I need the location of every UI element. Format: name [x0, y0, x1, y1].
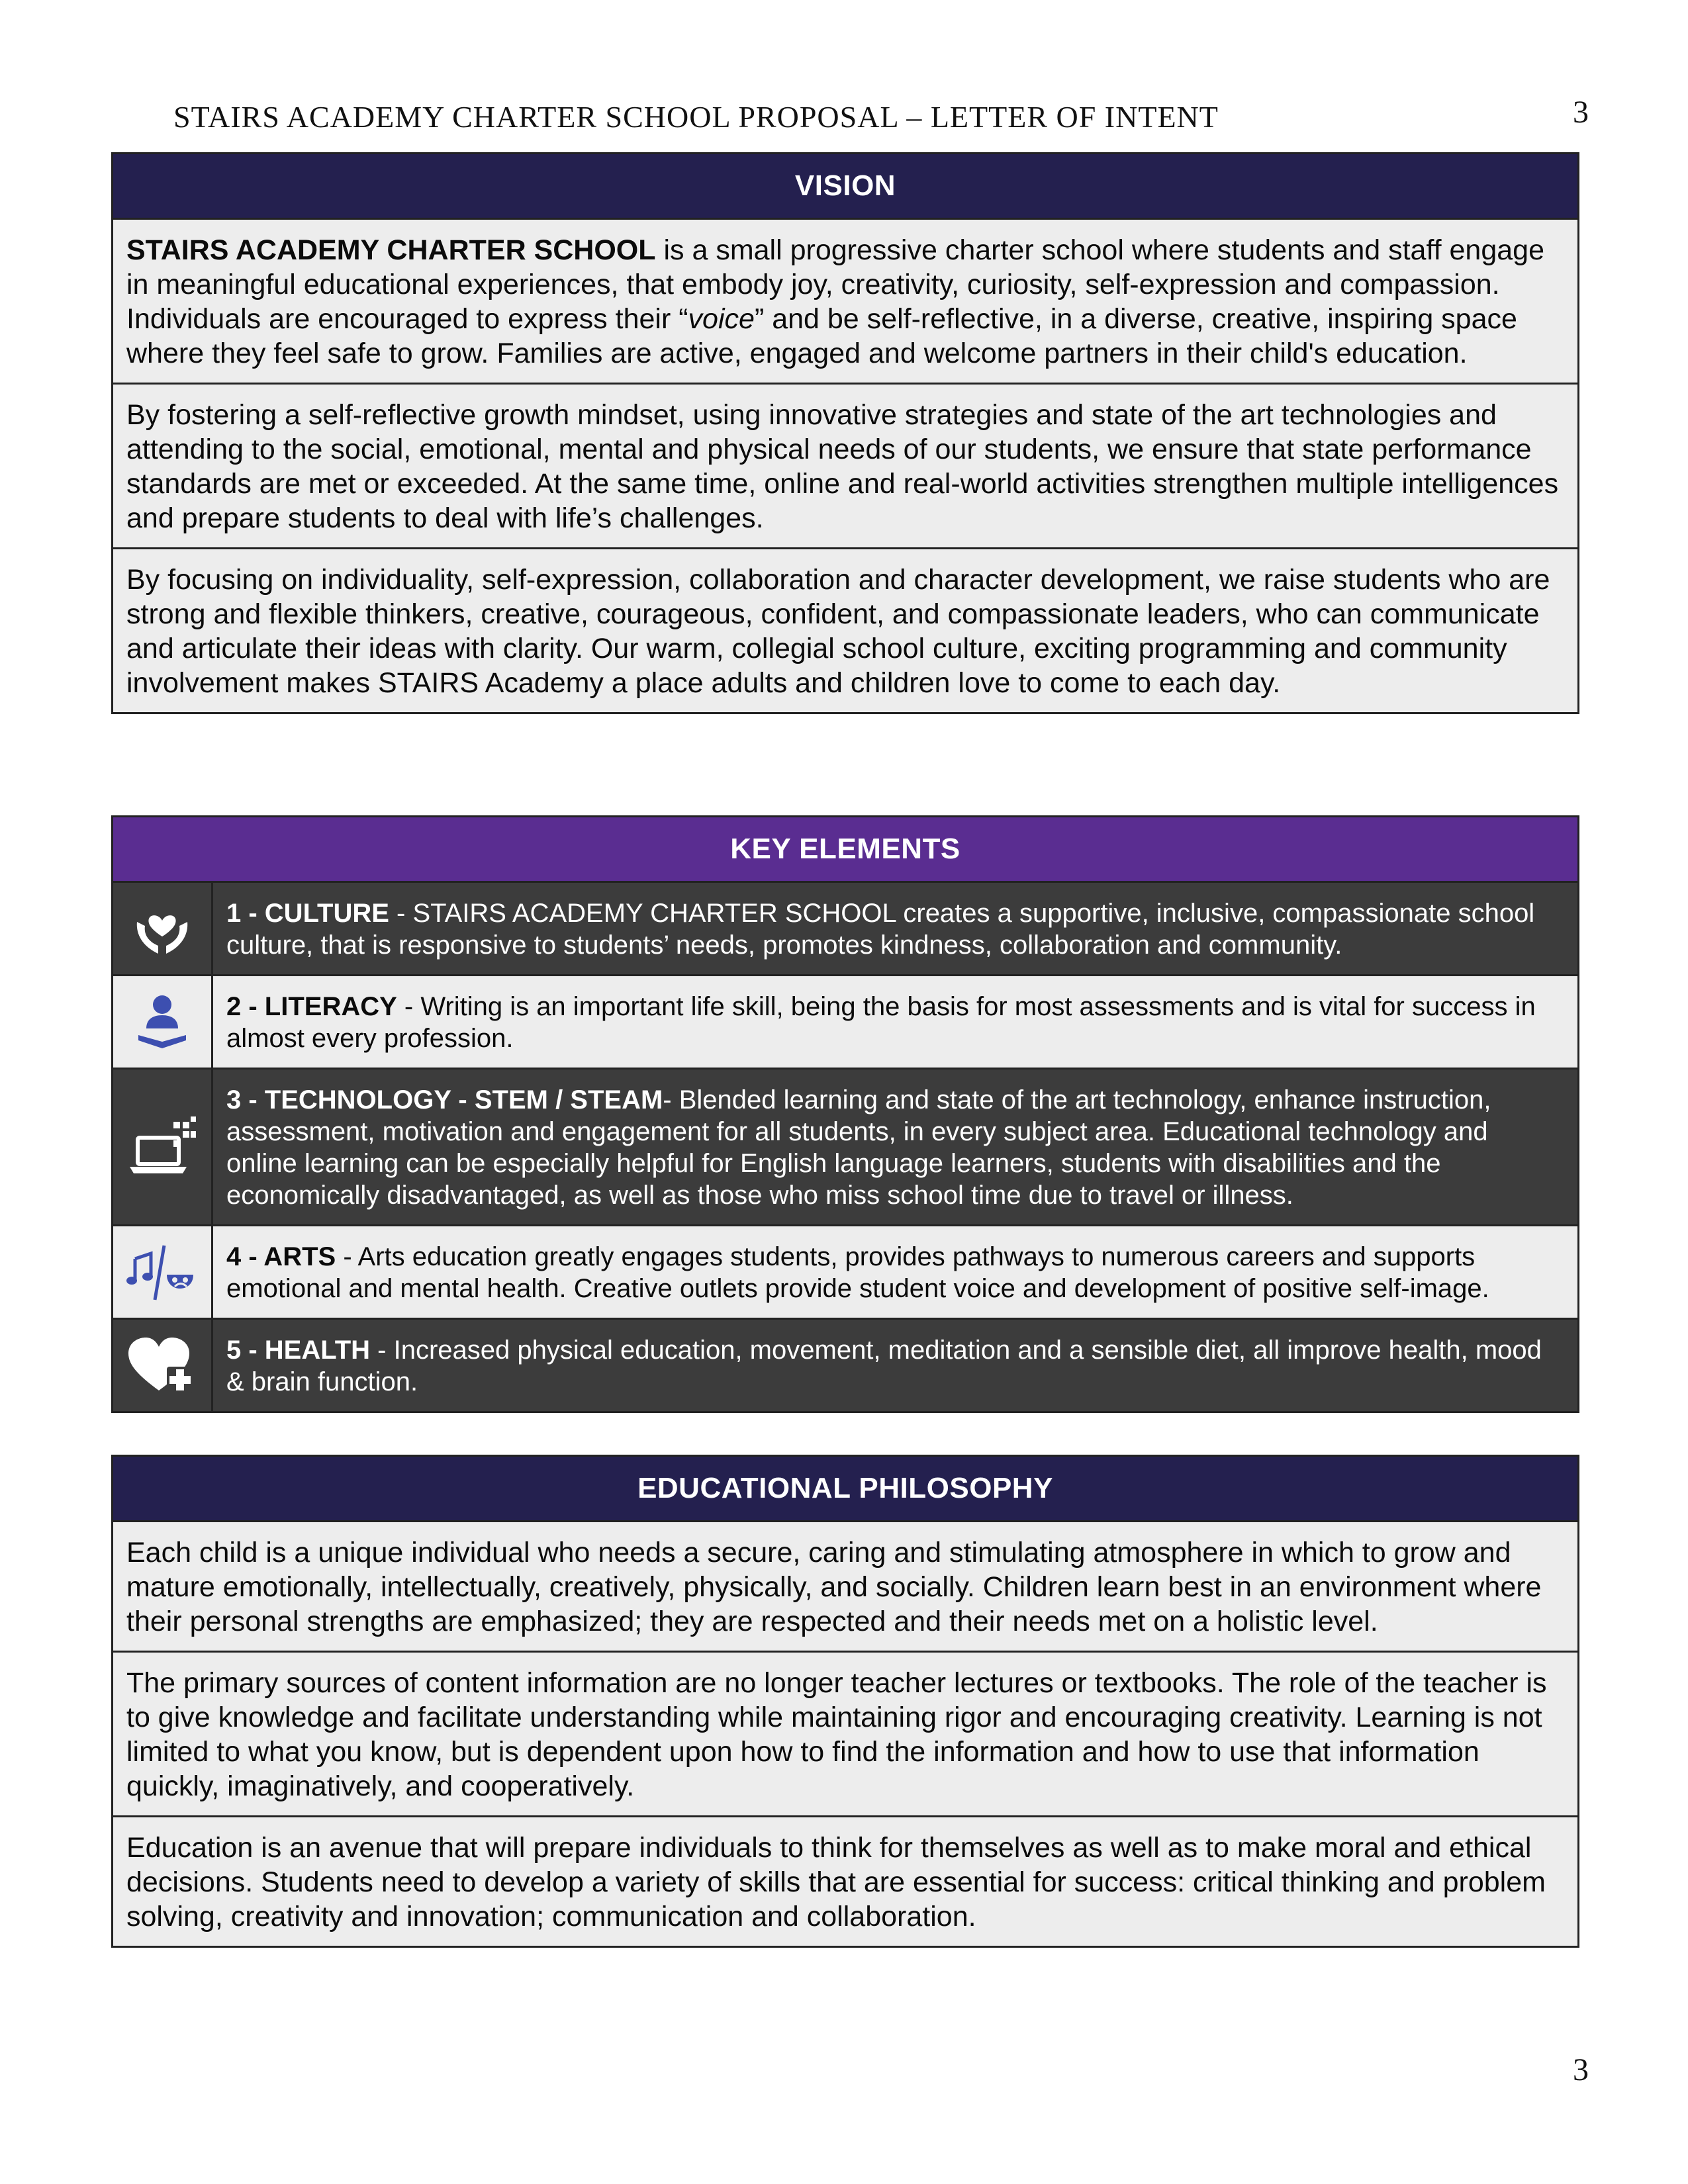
vision-section — [111, 152, 1579, 714]
key-element-title: 1 - CULTURE — [226, 899, 389, 928]
key-element-desc: - Blended learning and state of the art technology, enhance instruction, assessment, motivation and engagement for all students, in every subject area. Educational technology and online learning can be especially helpful for English language learners, students with disabilities and the economically disadvantaged, as well as those who miss school time due to travel or illness. — [226, 1085, 1491, 1210]
school-name: STAIRS ACADEMY CHARTER SCHOOL — [126, 234, 656, 266]
vision-p1-text-b: ” and be self-reflective, in a diverse, creative, inspiring space where they feel safe to grow. Families are active, engaged and welcome partners in their child's education. — [126, 303, 1517, 369]
running-head: STAIRS ACADEMY CHARTER SCHOOL PROPOSAL – LETTER OF INTENT — [173, 100, 1219, 134]
laptop-icon — [113, 1069, 213, 1224]
key-element-text — [213, 883, 1577, 974]
key-element-culture — [113, 883, 1577, 976]
vision-heading: VISION — [113, 154, 1577, 220]
key-element-desc: - Increased physical education, movement, meditation and a sensible diet, all improve health, mood & brain function. — [226, 1336, 1542, 1396]
key-element-health — [113, 1320, 1577, 1411]
key-element-desc: - Arts education greatly engages students, provides pathways to numerous careers and supports emotional and mental health. Creative outlets provide student voice and development of positive self-image. — [226, 1242, 1489, 1303]
key-element-literacy — [113, 976, 1577, 1069]
vision-paragraph-1 — [113, 220, 1577, 385]
key-element-text — [213, 1320, 1577, 1411]
music-theater-icon — [113, 1226, 213, 1318]
key-elements-section — [111, 815, 1579, 1413]
vision-p1-text-a: is a small progressive charter school where students and staff engage in meaningful educational experiences, that embody joy, creativity, curiosity, self-expression and compassion. Individuals are encouraged to express their “ — [126, 234, 1545, 335]
key-element-title: 5 - HEALTH — [226, 1336, 371, 1365]
key-element-title: 3 - TECHNOLOGY - STEM / STEAM — [226, 1085, 663, 1115]
philosophy-paragraph-2: The primary sources of content information are no longer teacher lectures or textbooks. The role of the teacher is to give knowledge and facilitate understanding while maintaining rigor and encouraging creativity. Learning is not limited to what you know, but is dependent upon how to find the information and how to use that information quickly, imaginatively, and cooperatively. — [113, 1653, 1577, 1817]
key-element-text — [213, 976, 1577, 1068]
reader-icon — [113, 976, 213, 1068]
vision-paragraph-3: By focusing on individuality, self-expression, collaboration and character development, we raise students who are strong and flexible thinkers, creative, courageous, confident, and compassionate leaders, who can communicate and articulate their ideas with clarity. Our warm, collegial school culture, exciting programming and community involvement makes STAIRS Academy a place adults and children love to come to each day. — [113, 549, 1577, 712]
key-element-title: 4 - ARTS — [226, 1242, 336, 1271]
key-element-desc: - Writing is an important life skill, being the basis for most assessments and is vital for success in almost every profession. — [226, 992, 1536, 1053]
key-element-text — [213, 1069, 1577, 1224]
key-element-title: 2 - LITERACY — [226, 992, 397, 1021]
philosophy-section — [111, 1455, 1579, 1948]
key-element-text — [213, 1226, 1577, 1318]
philosophy-heading: EDUCATIONAL PHILOSOPHY — [113, 1457, 1577, 1522]
page-number-bottom: 3 — [1573, 2052, 1589, 2087]
key-element-arts — [113, 1226, 1577, 1320]
page-number-top: 3 — [1573, 95, 1589, 130]
key-element-desc: - STAIRS ACADEMY CHARTER SCHOOL creates a supportive, inclusive, compassionate school culture, that is responsive to students’ needs, promotes kindness, collaboration and community. — [226, 899, 1535, 960]
key-element-technology — [113, 1069, 1577, 1226]
vision-paragraph-2: By fostering a self-reflective growth mindset, using innovative strategies and state of the art technologies and attending to the social, emotional, mental and physical needs of our students, we ensure that state performance standards are met or exceeded. At the same time, online and real-world activities strengthen multiple intelligences and prepare students to deal with life’s challenges. — [113, 385, 1577, 549]
philosophy-paragraph-3: Education is an avenue that will prepare individuals to think for themselves as well as to make moral and ethical decisions. Students need to develop a variety of skills that are essential for success: critical thinking and problem solving, creativity and innovation; communication and collaboration. — [113, 1817, 1577, 1946]
heart-hands-icon — [113, 883, 213, 974]
heart-plus-icon — [113, 1320, 213, 1411]
key-elements-heading: KEY ELEMENTS — [113, 817, 1577, 883]
voice-italic: voice — [688, 303, 755, 335]
philosophy-paragraph-1: Each child is a unique individual who needs a secure, caring and stimulating atmosphere in which to grow and mature emotionally, intellectually, creatively, physically, and socially. Children learn best in an environment where their personal strengths are emphasized; they are respected and their needs met on a holistic level. — [113, 1522, 1577, 1653]
